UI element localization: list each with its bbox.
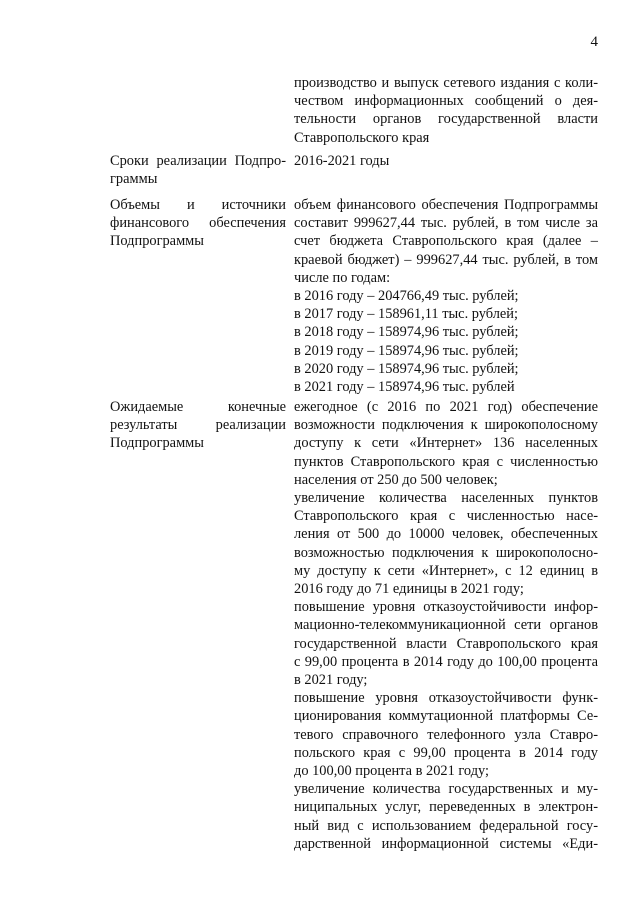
value-line: в 2020 году – 158974,96 тыс. рублей; xyxy=(294,360,519,377)
section-1-label xyxy=(110,152,286,188)
value-line: населения от 250 до 500 человек; xyxy=(294,471,498,488)
value-line: в 2017 году – 158961,11 тыс. рублей; xyxy=(294,306,519,323)
page-number: 4 xyxy=(590,34,598,50)
label-line: Объемы и источники xyxy=(110,197,286,213)
value-line: возможности подключения к широкополосному xyxy=(294,417,598,434)
value-line: увеличение количества государственных и му- xyxy=(294,781,598,798)
value-line: составит 999627,44 тыс. рублей, в том числе за xyxy=(294,215,598,232)
value-line: в 2018 году – 158974,96 тыс. рублей; xyxy=(294,324,519,341)
value-line: ления от 500 до 10000 человек, обеспеченных xyxy=(294,526,598,543)
value-line: польского края с 99,00 процента в 2014 году xyxy=(294,744,598,761)
value-line: повышение уровня отказоустойчивости функ- xyxy=(294,690,598,707)
value-line: мационно-телекоммуникационной сети органов xyxy=(294,617,598,634)
value-line: доступу к сети «Интернет» 136 населенных xyxy=(294,435,598,452)
value-line: чеством информационных сообщений о дея- xyxy=(294,93,598,110)
value-line: ниципальных услуг, переведенных в электрон- xyxy=(294,799,598,816)
value-line: тельности органов государственной власти xyxy=(294,111,598,128)
value-line: государственной власти Ставропольского края xyxy=(294,635,598,652)
value-line: Ставропольского края с численностью насе- xyxy=(294,508,598,525)
value-line: 2016 году до 71 единицы в 2021 году; xyxy=(294,581,524,598)
value-line: возможностью подключения к широкополосно- xyxy=(294,544,598,561)
value-line: с 99,00 процента в 2014 году до 100,00 процента xyxy=(294,653,598,670)
value-line: ежегодное (с 2016 по 2021 год) обеспечение xyxy=(294,399,598,415)
label-line: финансового обеспечения xyxy=(110,215,286,232)
value-line: повышение уровня отказоустойчивости инфор- xyxy=(294,599,598,616)
label-line: Подпрограммы xyxy=(110,435,204,452)
label-line: Подпрограммы xyxy=(110,233,204,250)
value-line: пунктов Ставропольского края с численностью xyxy=(294,453,598,470)
value-line: краевой бюджет) – 999627,44 тыс. рублей, в том xyxy=(294,251,598,268)
section-3-label xyxy=(110,398,286,453)
value-line: Ставропольского края xyxy=(294,129,430,146)
label-line: результаты реализации xyxy=(110,417,286,434)
value-line: тевого справочного телефонного узла Ставро- xyxy=(294,726,598,743)
section-3-value xyxy=(294,398,598,853)
value-line: ный вид с использованием федеральной госу- xyxy=(294,817,598,834)
value-line: му доступу к сети «Интернет», с 12 единиц в xyxy=(294,562,598,579)
section-0-value xyxy=(294,74,598,147)
value-line: в 2021 году – 158974,96 тыс. рублей xyxy=(294,379,515,396)
label-line: Ожидаемые конечные xyxy=(110,399,286,415)
value-line: в 2019 году – 158974,96 тыс. рублей; xyxy=(294,342,519,359)
section-2-label xyxy=(110,196,286,251)
value-line: увеличение количества населенных пунктов xyxy=(294,490,598,507)
value-line: объем финансового обеспечения Подпрограммы xyxy=(294,197,598,213)
value-line: числе по годам: xyxy=(294,269,391,286)
section-1-value xyxy=(294,152,598,170)
label-line: Сроки реализации Подпро- xyxy=(110,153,286,169)
value-line: в 2021 году; xyxy=(294,672,368,689)
value-line: счет бюджета Ставропольского края (далее – xyxy=(294,233,598,250)
value-line: 2016-2021 годы xyxy=(294,153,390,169)
value-line: производство и выпуск сетевого издания с коли- xyxy=(294,75,598,91)
value-line: дарственной информационной системы «Еди- xyxy=(294,835,598,852)
value-line: до 100,00 процента в 2021 году; xyxy=(294,763,490,780)
value-line: в 2016 году – 204766,49 тыс. рублей; xyxy=(294,288,519,305)
section-2-value xyxy=(294,196,598,396)
label-line: граммы xyxy=(110,171,158,188)
value-line: ционирования коммутационной платформы Се- xyxy=(294,708,598,725)
